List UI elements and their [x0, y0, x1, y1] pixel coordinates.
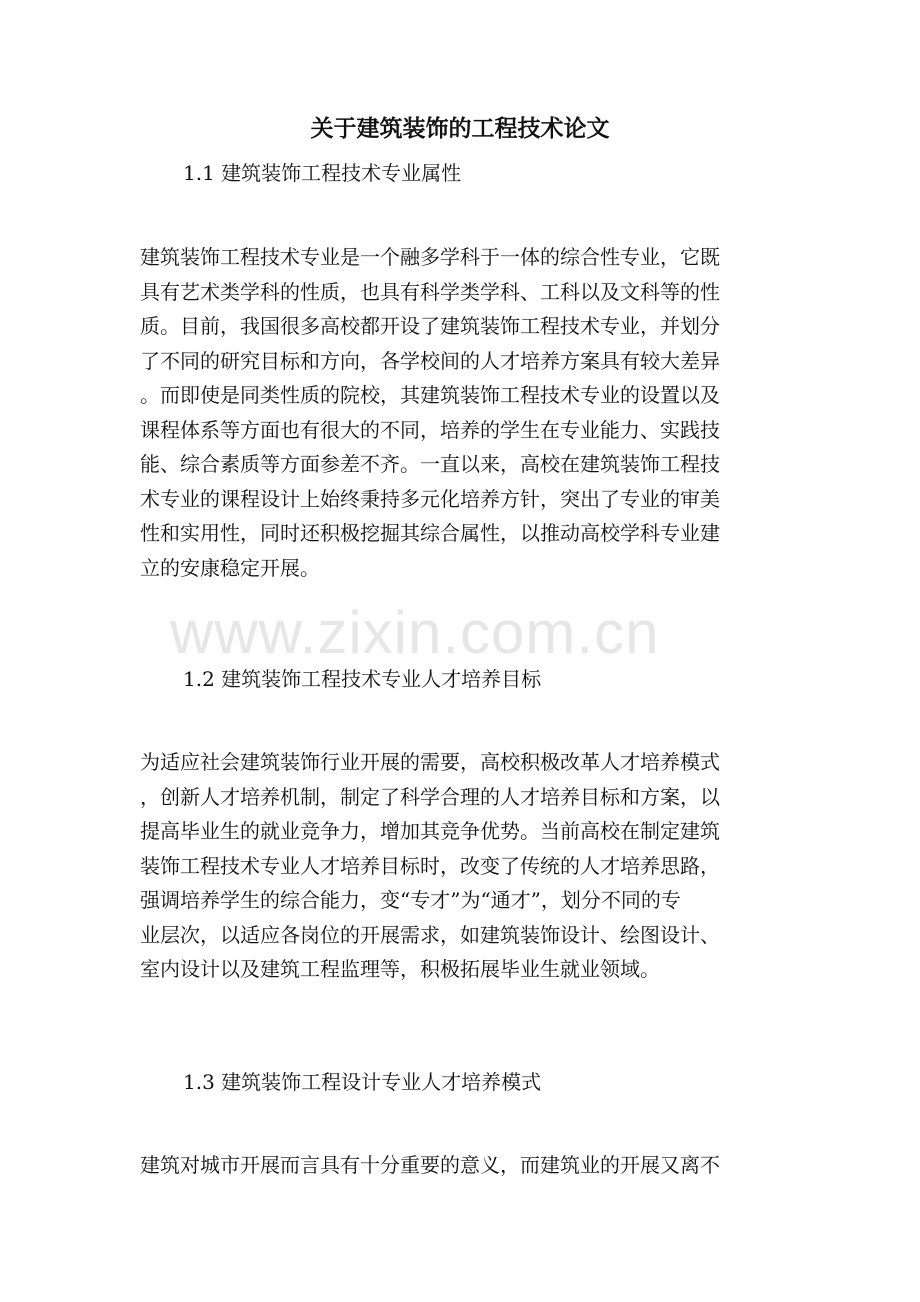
section-heading-1-3: 1.3 建筑装饰工程设计专业人才培养模式	[183, 1070, 542, 1094]
paragraph-line: 提高毕业生的就业竞争力，增加其竞争优势。当前高校在制定建筑	[140, 819, 720, 843]
paragraph-line: 了不同的研究目标和方向，各学校间的人才培养方案具有较大差异	[140, 348, 720, 373]
paragraph-line: 具有艺术类学科的性质，也具有科学类学科、工科以及文科等的性	[140, 279, 720, 304]
document-title: 关于建筑装饰的工程技术论文	[310, 115, 610, 142]
paragraph-line: 立的安康稳定开展。	[140, 555, 320, 580]
paragraph-line: 建筑装饰工程技术专业是一个融多学科于一体的综合性专业，它既	[140, 245, 720, 269]
section-paragraph-1-3	[140, 1148, 780, 1183]
section-paragraph-1-1	[140, 240, 780, 585]
paragraph-line: 装饰工程技术专业人才培养目标时，改变了传统的人才培养思路，	[140, 853, 720, 878]
section-heading-1-1: 1.1 建筑装饰工程技术专业属性	[183, 161, 462, 185]
paragraph-line: 建筑对城市开展而言具有十分重要的意义，而建筑业的开展又离不	[140, 1153, 720, 1177]
paragraph-line: 术专业的课程设计上始终秉持多元化培养方针，突出了专业的审美	[140, 486, 720, 511]
paragraph-line: ，创新人才培养机制，制定了科学合理的人才培养目标和方案，以	[140, 784, 720, 809]
paragraph-line: 能、综合素质等方面参差不齐。一直以来，高校在建筑装饰工程技	[140, 452, 720, 476]
paragraph-line: 性和实用性，同时还积极挖掘其综合属性，以推动高校学科专业建	[140, 521, 720, 545]
paragraph-line: 强调培养学生的综合能力，变“专才”为“通才”，划分不同的专	[140, 888, 681, 912]
watermark: www.zixin.com.cn	[170, 599, 660, 666]
paragraph-line: 室内设计以及建筑工程监理等，积极拓展毕业生就业领域。	[140, 957, 660, 981]
paragraph-line: 为适应社会建筑装饰行业开展的需要，高校积极改革人才培养模式	[140, 750, 720, 774]
paragraph-line: 。而即使是同类性质的院校，其建筑装饰工程技术专业的设置以及	[140, 383, 720, 407]
section-paragraph-1-2	[140, 745, 780, 987]
section-heading-1-2: 1.2 建筑装饰工程技术专业人才培养目标	[183, 667, 542, 691]
paragraph-line: 质。目前，我国很多高校都开设了建筑装饰工程技术专业，并划分	[140, 314, 720, 338]
paragraph-line: 业层次，以适应各岗位的开展需求，如建筑装饰设计、绘图设计、	[140, 922, 720, 947]
paragraph-line: 课程体系等方面也有很大的不同，培养的学生在专业能力、实践技	[140, 417, 720, 442]
